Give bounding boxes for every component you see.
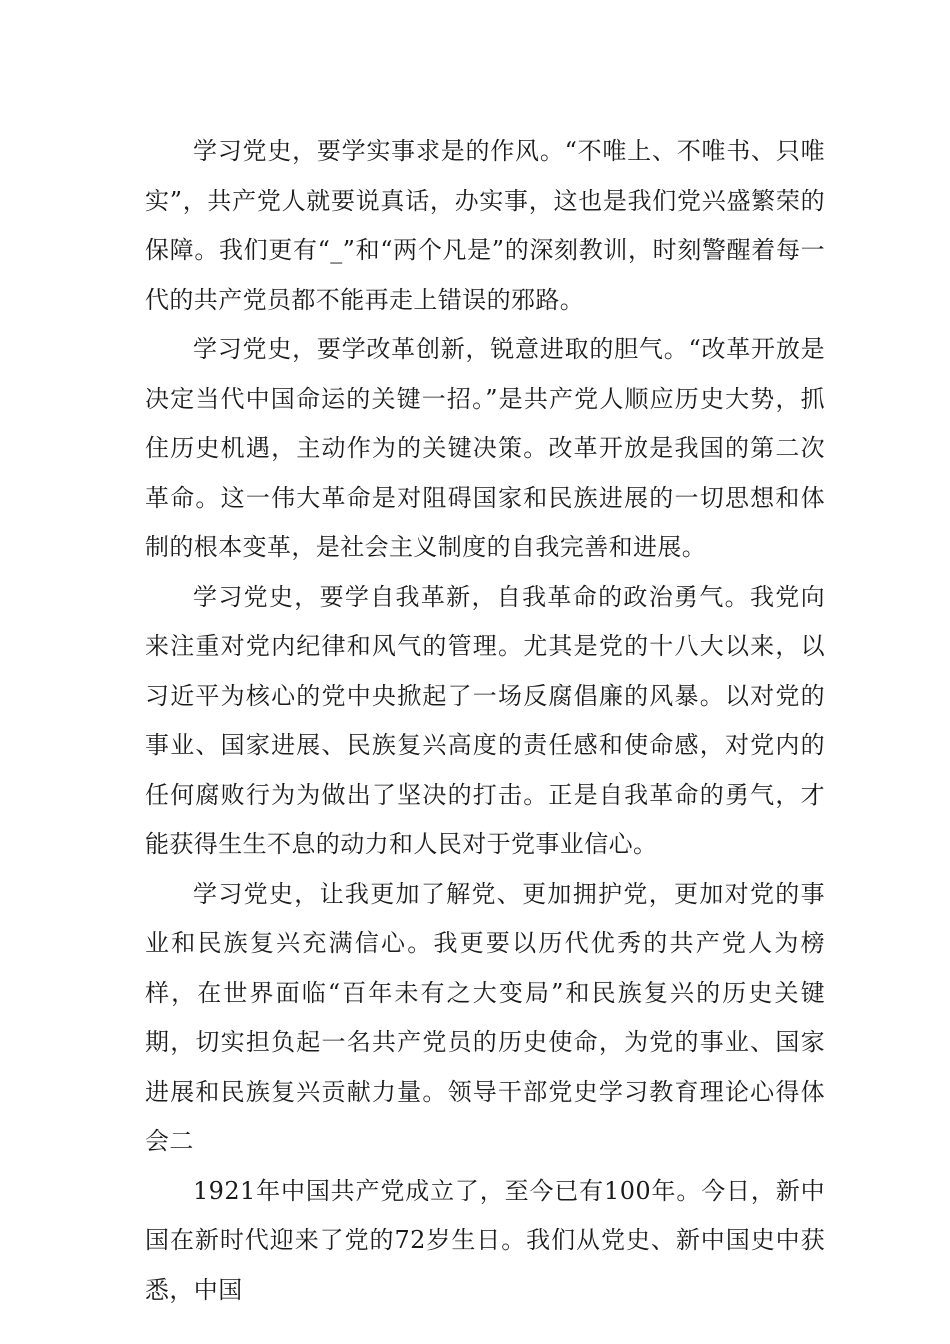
paragraph-2: 学习党史，要学改革创新，锐意进取的胆气。“改革开放是决定当代中国命运的关键一招。”是共产党人顺应历史大势，抓住历史机遇，主动作为的关键决策。改革开放是我国的第二次革命。这一伟大革命是对阻碍国家和民族进展的一切思想和体制的根本变革，是社会主义制度的自我完善和进展。 — [145, 335, 825, 561]
paragraph-1: 学习党史，要学实事求是的作风。“不唯上、不唯书、只唯实”，共产党人就要说真话，办实事，这也是我们党兴盛繁荣的保障。我们更有“_”和“两个凡是”的深刻教训，时刻警醒着每一代的共产党员都不能再走上错误的邪路。 — [145, 137, 825, 314]
paragraph-5: 1921年中国共产党成立了，至今已有100年。今日，新中国在新时代迎来了党的72岁生日。我们从党史、新中国史中获悉，中国 — [145, 1176, 825, 1304]
paragraph-3: 学习党史，要学自我革新，自我革命的政治勇气。我党向来注重对党内纪律和风气的管理。尤其是党的十八大以来，以习近平为核心的党中央掀起了一场反腐倡廉的风暴。以对党的事业、国家进展、民族复兴高度的责任感和使命感，对党内的任何腐败行为为做出了坚决的打击。正是自我革命的勇气，才能获得生生不息的动力和人民对于党事业信心。 — [145, 582, 825, 858]
document-body — [145, 127, 825, 1315]
paragraph-4: 学习党史，让我更加了解党、更加拥护党，更加对党的事业和民族复兴充满信心。我更要以历代优秀的共产党人为榜样，在世界面临“百年未有之大变局”和民族复兴的历史关键期，切实担负起一名共产党员的历史使命，为党的事业、国家进展和民族复兴贡献力量。领导干部党史学习教育理论心得体会二 — [145, 879, 825, 1155]
